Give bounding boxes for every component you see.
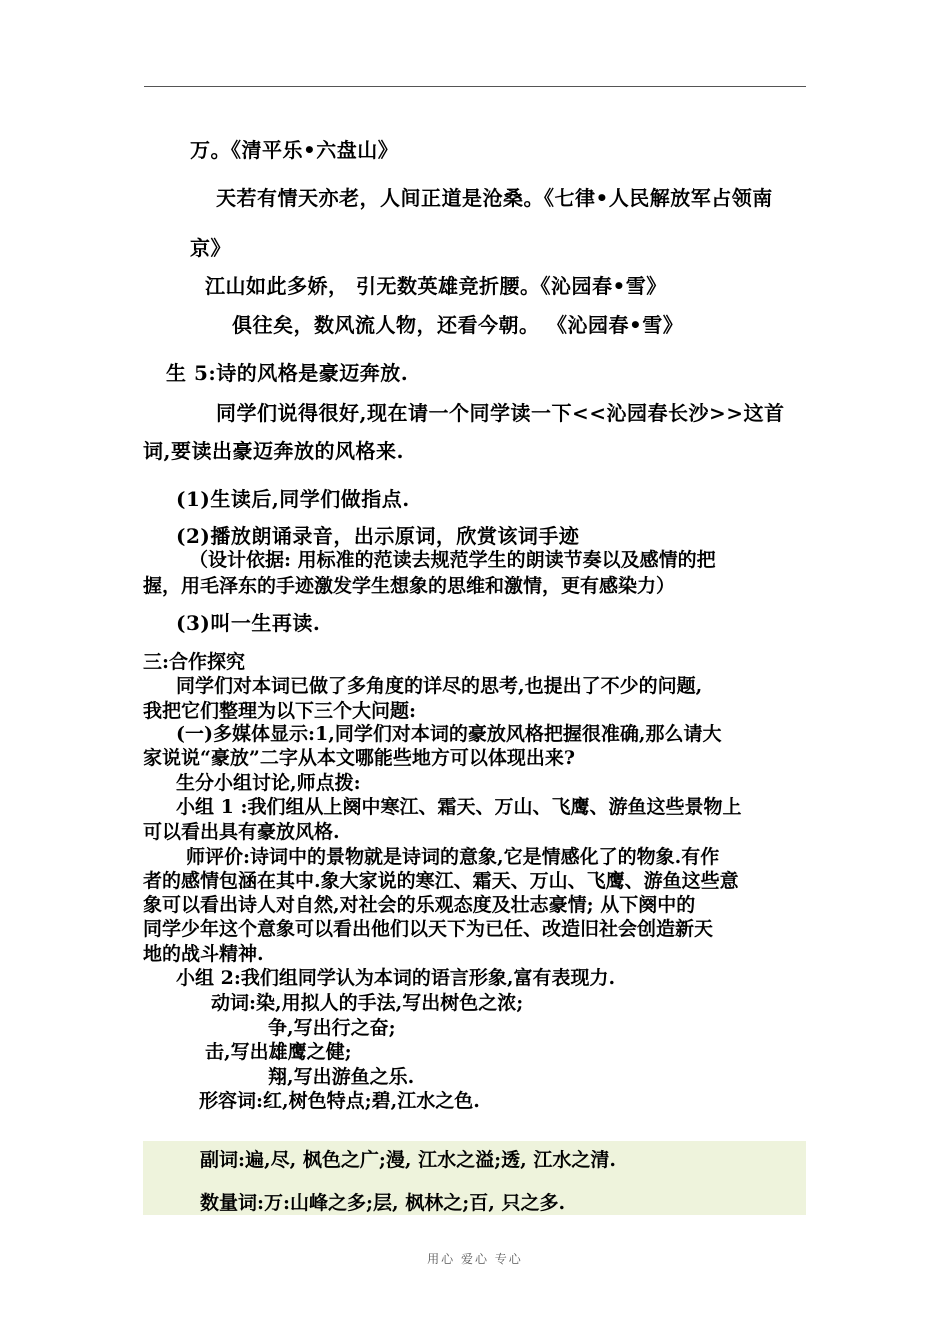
highlight-line: 数量词:万:山峰之多;层, 枫林之;百, 只之多. xyxy=(200,1192,566,1214)
highlight-line: 副词:遍,尽, 枫色之广;漫, 江水之溢;透, 江水之清. xyxy=(200,1149,616,1171)
poem-line: 天若有情天亦老，人间正道是沧桑。《七律•人民解放军占领南 xyxy=(216,186,773,210)
student-5-answer: 生 5:诗的风格是豪迈奔放. xyxy=(166,361,409,385)
poem-line: 万。《清平乐•六盘山》 xyxy=(190,138,399,162)
body-line: 我把它们整理为以下三个大问题: xyxy=(143,700,417,722)
poem-line: 俱往矣，数风流人物，还看今朝。 《沁园春•雪》 xyxy=(232,313,684,337)
header-rule xyxy=(144,86,806,87)
body-line: 地的战斗精神. xyxy=(143,943,264,965)
body-line: 击,写出雄鹰之健; xyxy=(205,1041,352,1063)
step-3: (3)叫一生再读. xyxy=(176,611,321,635)
body-line: 同学少年这个意象可以看出他们以天下为已任、改造旧社会创造新天 xyxy=(143,918,714,940)
design-basis-line: 握，用毛泽东的手迹激发学生想象的思维和激情，更有感染力） xyxy=(143,575,676,597)
body-line: 翔,写出游鱼之乐. xyxy=(268,1066,415,1088)
body-line: 争,写出行之奋; xyxy=(268,1017,396,1039)
body-line: 小组 2:我们组同学认为本词的语言形象,富有表现力. xyxy=(176,967,616,989)
design-basis-line: （设计依据: 用标准的范读去规范学生的朗读节奏以及感情的把 xyxy=(189,549,716,571)
body-line: 生分小组讨论,师点拨: xyxy=(176,772,361,794)
poem-line: 江山如此多娇， 引无数英雄竞折腰。《沁园春•雪》 xyxy=(205,274,667,298)
body-line: 师评价:诗词中的景物就是诗词的意象,它是情感化了的物象.有作 xyxy=(186,846,720,868)
body-line: 家说说“豪放”二字从本文哪能些地方可以体现出来? xyxy=(143,747,575,769)
body-line: (一)多媒体显示:1,同学们对本词的豪放风格把握很准确,那么请大 xyxy=(176,723,722,745)
page-footer: 用心 爱心 专心 xyxy=(427,1252,523,1266)
section-heading: 三:合作探究 xyxy=(143,651,246,673)
body-line: 者的感情包涵在其中.象大家说的寒江、霜天、万山、飞鹰、游鱼这些意 xyxy=(143,870,739,892)
teacher-request-line: 词,要读出豪迈奔放的风格来. xyxy=(143,439,404,463)
body-line: 同学们对本词已做了多角度的详尽的思考,也提出了不少的问题, xyxy=(176,675,703,697)
step-2: (2)播放朗诵录音，出示原词，欣赏该词手迹 xyxy=(176,524,580,548)
step-1: (1)生读后,同学们做指点. xyxy=(176,487,410,511)
poem-line: 京》 xyxy=(190,236,231,260)
body-line: 象可以看出诗人对自然,对社会的乐观态度及壮志豪情; 从下阕中的 xyxy=(143,894,696,916)
body-line: 可以看出具有豪放风格. xyxy=(143,821,340,843)
teacher-request-line: 同学们说得很好,现在请一个同学读一下<<沁园春长沙>>这首 xyxy=(216,401,785,425)
body-line: 小组 1 :我们组从上阕中寒江、霜天、万山、飞鹰、游鱼这些景物上 xyxy=(176,796,742,818)
body-line: 动词:染,用拟人的手法,写出树色之浓; xyxy=(211,992,524,1014)
body-line: 形容词:红,树色特点;碧,江水之色. xyxy=(199,1090,480,1112)
